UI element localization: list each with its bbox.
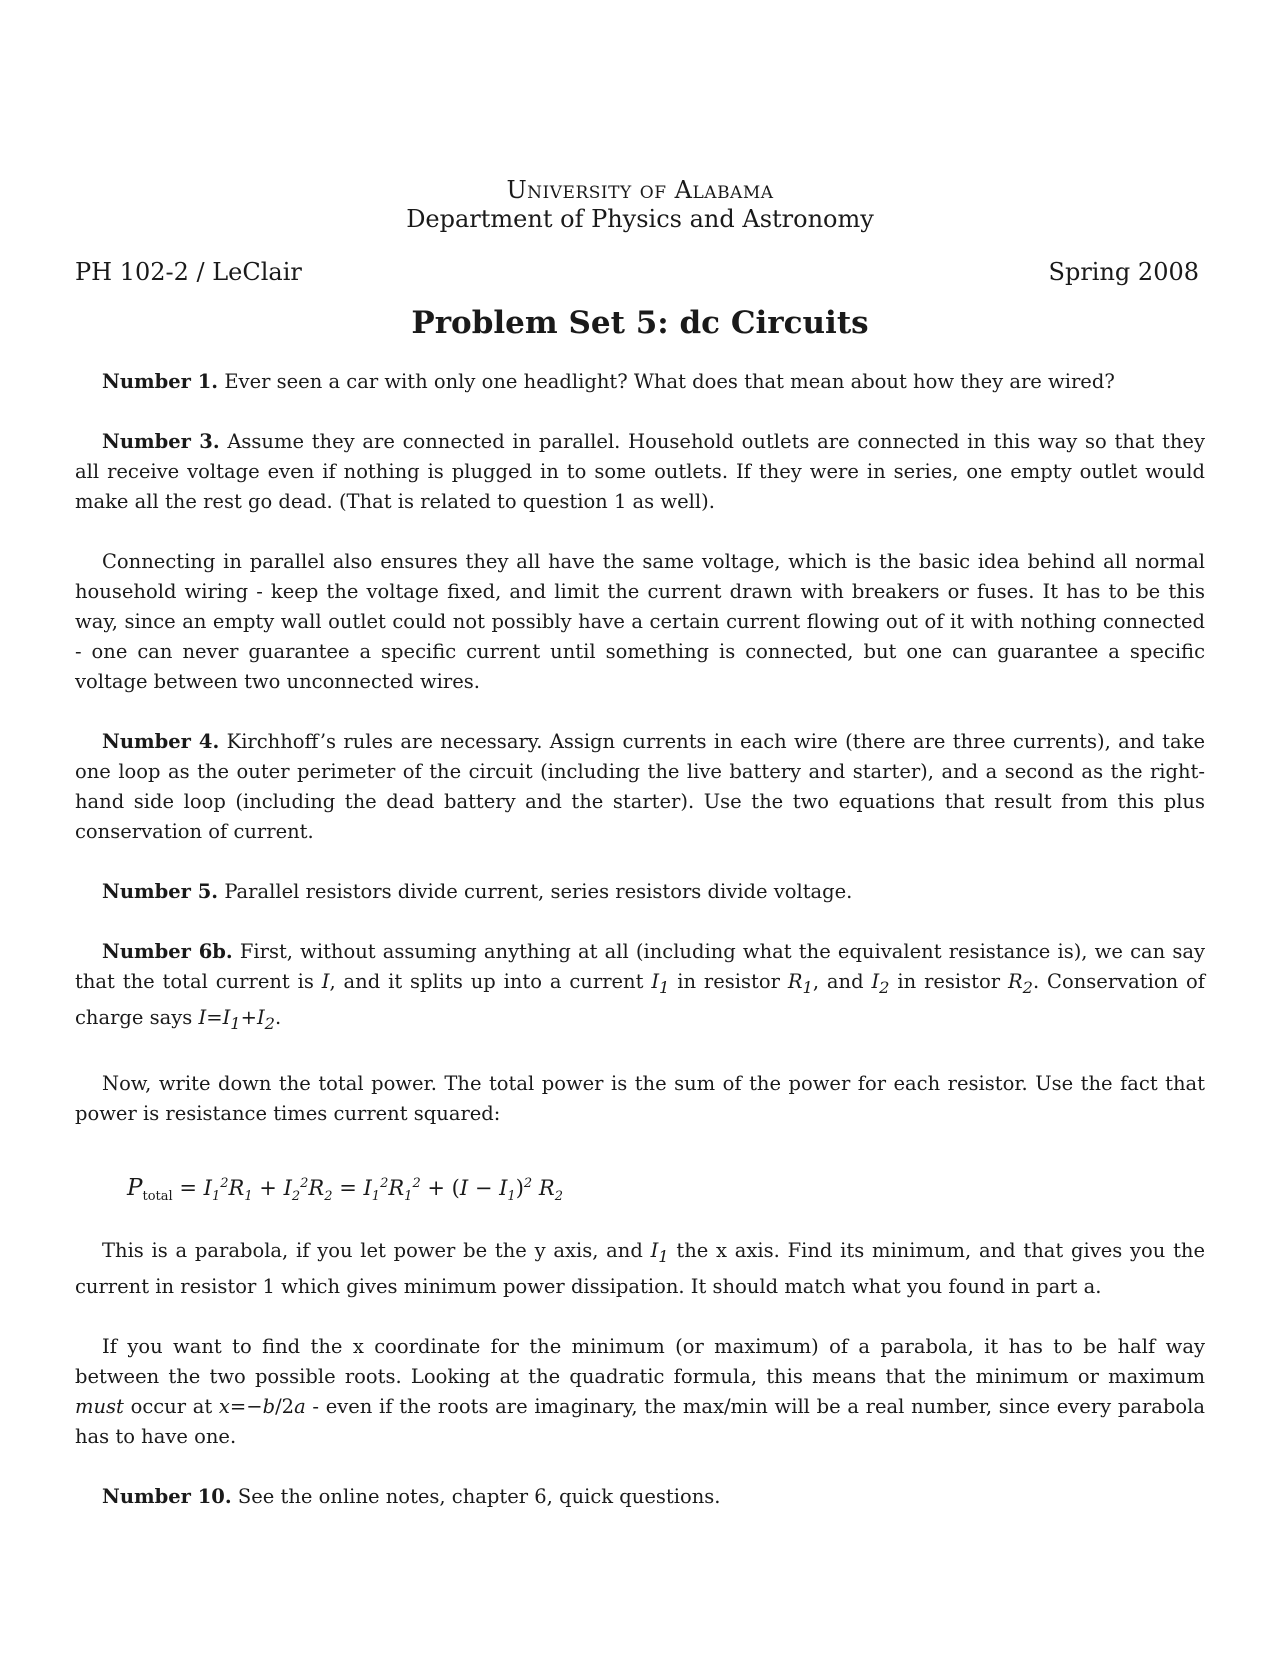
document-body <box>75 367 1205 1542</box>
problem-text: in resistor <box>889 970 1008 993</box>
problem-3 <box>75 427 1205 517</box>
term-label: Spring 2008 <box>1048 258 1199 286</box>
problem-text: . Conservation of charge says <box>75 970 1205 1029</box>
math-current-1: $I_1$ <box>651 970 670 997</box>
department-name: Department of Physics and Astronomy <box>406 205 874 233</box>
power-equation: $P_{total} = I_1^2R_1 + I_2^2R_2 = I_1^2R_1^2 + (I - I_1)^2$ $R_2$ <box>127 1174 563 1204</box>
math-current-1: $I_1$ <box>650 1238 669 1266</box>
emphasis: must <box>75 1394 124 1418</box>
course-label: PH 102-2 / LeClair <box>75 258 302 286</box>
problem-6b-power: Now, write down the total power. The total power is the sum of the power for each resistor. Use the fact that power is resistance times current squared: <box>75 1071 1205 1125</box>
math-vertex-formula: x <box>218 1394 230 1418</box>
problem-text: First, without assuming anything at all (including what the equivalent resistance is), we can say that the total current is <box>75 940 1205 993</box>
problem-text: See the online notes, chapter 6, quick questions. <box>237 1484 721 1508</box>
problem-text: - even if the roots are imaginary, the max/min will be a real number, since every parabola has to have one. <box>75 1394 1205 1448</box>
university-name: University of Alabama <box>506 176 774 204</box>
problem-text: occur at <box>123 1394 219 1418</box>
page-title: Problem Set 5: dc Circuits <box>411 305 869 341</box>
problem-text: , and <box>812 970 872 993</box>
problem-3-continued: Connecting in parallel also ensures they all have the same voltage, which is the basic idea behind all normal household wiring - keep the voltage fixed, and limit the current drawn with breakers or fuses. It has to be this way, since an empty wall outlet could not possibly have a certain current flowing out of it with nothing connected - one can never guarantee a specific current until something is connected, but one can guarantee a specific voltage between two unconnected wires. <box>75 550 1205 693</box>
math-resistor-2: $R_2$ <box>1007 970 1033 997</box>
problem-5 <box>75 877 1205 907</box>
problem-10 <box>75 1482 1205 1512</box>
problem-4 <box>75 727 1205 847</box>
problem-label: Number 5. <box>102 880 219 903</box>
problem-text: Kirchhoff’s rules are necessary. Assign currents in each wire (there are three currents), and take one loop as the outer perimeter of the circuit (including the live battery and starter), and a second as the right-hand side loop (including the dead battery and the starter). Use the two equations that result from this plus conservation of current. <box>75 730 1205 843</box>
problem-text: the x axis. Find its minimum, and that gives you the current in resistor 1 which gives minimum power dissipation. It should match what you found in part a. <box>75 1238 1205 1298</box>
problem-6b: Number 6b. First, without assuming anything at all (including what the equivalent resistance is), we can say that the total current is I, and it splits up into a current $I_1$ in resistor $R_1$, and $I_2$ in resistor $R_2$. Conservation of charge says $I=I_1+I_2$. <box>75 940 1205 1033</box>
problem-text: This is a parabola, if you let power be the y axis, and <box>102 1238 651 1262</box>
problem-text: Ever seen a car with only one headlight? What does that mean about how they are wired? <box>224 370 1115 393</box>
problem-label: Number 3. <box>102 430 220 453</box>
problem-6b-parabola <box>75 1236 1205 1302</box>
problem-text: , and it splits up into a current <box>329 970 652 993</box>
problem-label: Number 4. <box>102 730 220 753</box>
problem-label: Number 6b. <box>102 940 233 963</box>
math-total-current: I <box>321 970 330 993</box>
problem-label: Number 1. <box>102 370 219 393</box>
problem-text: If you want to find the x coordinate for the minimum (or maximum) of a parabola, it has to be half way between the two possible roots. Looking at the quadratic formula, this means that the minimum or maximum <box>75 1334 1205 1388</box>
problem-6b-minimum: If you want to find the x coordinate for the minimum (or maximum) of a parabola, it has to be half way between the two possible roots. Looking at the quadratic formula, this means that the minimum or maximum must occur at x=−b/2a - even if the roots are imaginary, the max/min will be a real number, since every parabola has to have one. <box>75 1334 1205 1448</box>
problem-label: Number 10. <box>102 1484 232 1508</box>
problem-text: in resistor <box>669 970 788 993</box>
math-current-2: $I_2$ <box>871 970 890 997</box>
problem-text: Parallel resistors divide current, series resistors divide voltage. <box>224 880 853 903</box>
math-charge-conservation: I <box>198 1005 207 1029</box>
math-resistor-1: $R_1$ <box>787 970 813 997</box>
problem-text: Assume they are connected in parallel. Household outlets are connected in this way so that they all receive voltage even if nothing is plugged in to some outlets. If they were in series, one empty outlet would make all the rest go dead. (That is related to question 1 as well). <box>75 430 1205 513</box>
problem-1 <box>75 367 1205 397</box>
